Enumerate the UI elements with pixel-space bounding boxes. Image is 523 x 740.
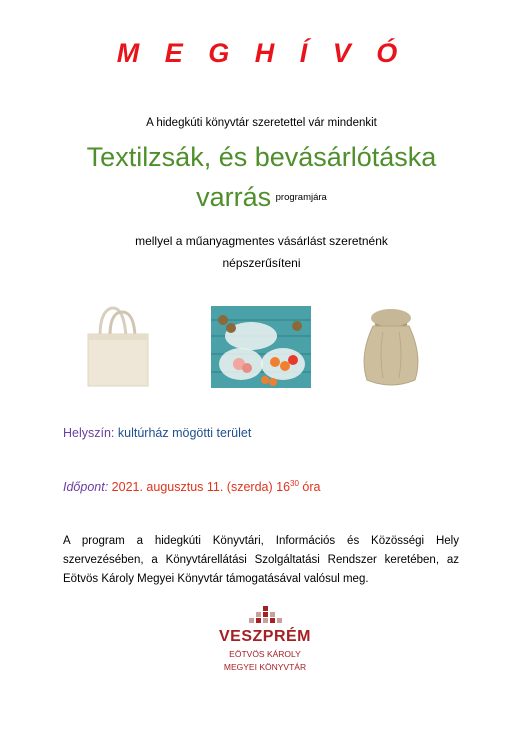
description-line1: mellyel a műanyagmentes vásárlást szeretnénk [135,234,388,248]
logo-mosaic-icon [246,606,286,626]
event-title-word: varrás [196,182,272,212]
location-value: kultúrház mögötti terület [117,426,252,440]
location-line [63,426,251,440]
time-unit: óra [302,480,321,495]
event-title-line1: Textilzsák, és bevásárlótáska [86,142,437,172]
event-title-line2 [0,182,523,213]
time-label: Időpont: [63,480,109,495]
mesh-bag-image [211,306,311,388]
time-line [63,479,321,494]
time-value [112,480,321,494]
time-date: 2021. augusztus 11. (szerda) 16 [111,480,291,495]
time-minutes: 30 [290,479,299,488]
intro-text: A hidegkúti könyvtár szeretettel vár mindenkit [146,117,377,129]
description-line2: népszerűsíteni [222,256,301,270]
location-label: Helyszín: [63,426,115,440]
logo-veszprem: VESZPRÉM [218,628,311,645]
organizer-paragraph: A program a hidegkúti Könyvtári, Információs és Közösségi Hely szervezésében, a Könyvtárellátási Szolgáltatási Rendszer keretében, az Eötvös Károly Megyei Könyvtár támogatásával valósul meg. [63,535,459,585]
logo-subtitle-2: MEGYEI KÖNYVTÁR [223,662,307,672]
page-title: M E G H Í V Ó [116,38,407,68]
logo-subtitle-1: EÖTVÖS KÁROLY [229,649,301,659]
tote-bag-image [80,306,156,388]
burlap-sack-image [353,306,429,388]
event-description [0,230,523,274]
event-title-suffix: programjára [275,192,327,203]
